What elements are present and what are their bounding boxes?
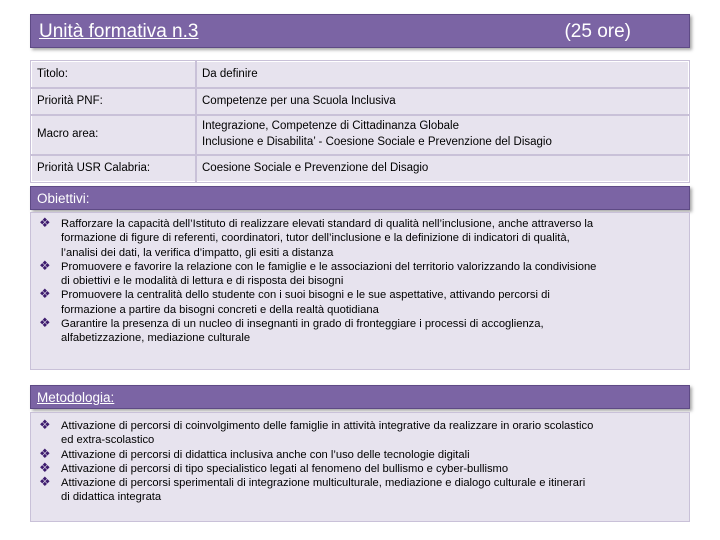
info-value-line: Competenze per una Scuola Inclusiva (202, 94, 396, 107)
list-item (39, 419, 681, 448)
info-label: Titolo: (31, 61, 196, 88)
obiettivi-panel (30, 212, 690, 370)
list-item-line: alfabetizzazione, mediazione culturale (61, 332, 251, 345)
list-item-line: formazione di figure di referenti, coordinatori, tutor dell’inclusione e la definizione di indicatori di qualità, (61, 232, 570, 245)
info-value (196, 155, 689, 182)
info-row-priorita-pnf (31, 88, 689, 115)
diamond-bullet-icon: ❖ (39, 215, 51, 230)
list-item (39, 217, 681, 260)
info-value-line: Integrazione, Competenze di Cittadinanza Globale (202, 120, 459, 133)
diamond-bullet-icon: ❖ (39, 474, 51, 490)
list-item-line: Attivazione di percorsi di tipo specialistico legati al fenomeno del bullismo e cyber-bullismo (61, 462, 509, 475)
metodologia-panel (30, 412, 690, 522)
list-item-line: di didattica integrata (61, 491, 162, 504)
list-item-line: Garantire la presenza di un nucleo di insegnanti in grado di fronteggiare i processi di accoglienza, (61, 318, 544, 331)
info-row-priorita-usr (31, 155, 689, 182)
info-row-macro-area (31, 115, 689, 155)
diamond-bullet-icon: ❖ (39, 459, 51, 475)
diamond-bullet-icon: ❖ (39, 257, 51, 273)
list-item (39, 459, 681, 476)
unit-hours: (25 ore) (564, 21, 631, 42)
list-item-line: Promuovere la centralità dello studente con i suoi bisogni e le sue aspettative, attivando percorsi di (61, 289, 550, 302)
obiettivi-heading-text: Obiettivi: (37, 191, 90, 206)
info-value (196, 88, 689, 115)
list-item-line: di obiettivi e le modalità di lettura e di risposta dei bisogni (61, 275, 344, 288)
diamond-bullet-icon: ❖ (39, 417, 51, 432)
diamond-bullet-icon: ❖ (39, 315, 51, 331)
list-item (39, 445, 681, 462)
list-item-line: Attivazione di percorsi di coinvolgimento delle famiglie in attività integrative da realizzare in orario scolastico (61, 420, 594, 432)
list-item-line: Attivazione di percorsi di didattica inclusiva anche con l’uso delle tecnologie digitali (61, 448, 470, 461)
obiettivi-list (39, 217, 681, 346)
diamond-bullet-icon: ❖ (39, 445, 51, 461)
info-value-line: Coesione Sociale e Prevenzione del Disagio (202, 161, 429, 174)
unit-title: Unità formativa n.3 (39, 21, 199, 42)
list-item-line: formazione a partire da bisogni concreti e della realtà quotidiana (61, 303, 379, 316)
info-table (30, 60, 690, 183)
metodologia-list (39, 419, 681, 505)
list-item-line: Rafforzare la capacità dell’Istituto di realizzare elevati standard di qualità nell’inclusione, anche attraverso la (61, 218, 594, 230)
info-row-titolo (31, 61, 689, 88)
list-item (39, 288, 681, 317)
list-item (39, 317, 681, 346)
info-value (196, 115, 689, 155)
info-label: Macro area: (31, 115, 196, 155)
info-value (196, 61, 689, 88)
list-item-line: Attivazione di percorsi sperimentali di integrazione multiculturale, mediazione e dialogo culturale e itinerari (61, 477, 586, 490)
list-item (39, 476, 681, 505)
info-value-line: Da definire (202, 67, 258, 80)
diamond-bullet-icon: ❖ (39, 286, 51, 302)
list-item-line: ed extra-scolastico (61, 434, 155, 447)
list-item (39, 257, 681, 289)
obiettivi-heading (30, 186, 690, 210)
info-label: Priorità USR Calabria: (31, 155, 196, 182)
unit-header (30, 14, 690, 48)
metodologia-heading (30, 385, 690, 409)
info-value-line: Inclusione e Disabilita’ - Coesione Sociale e Prevenzione del Disagio (202, 136, 552, 148)
info-label: Priorità PNF: (31, 88, 196, 115)
list-item-line: l’analisi dei dati, la verifica d’impatto, gli esiti a distanza (61, 246, 334, 259)
metodologia-heading-text: Metodologia: (37, 390, 115, 405)
list-item-line: Promuovere e favorire la relazione con le famiglie e le associazioni del territorio valorizzando la condivisione (61, 260, 597, 273)
